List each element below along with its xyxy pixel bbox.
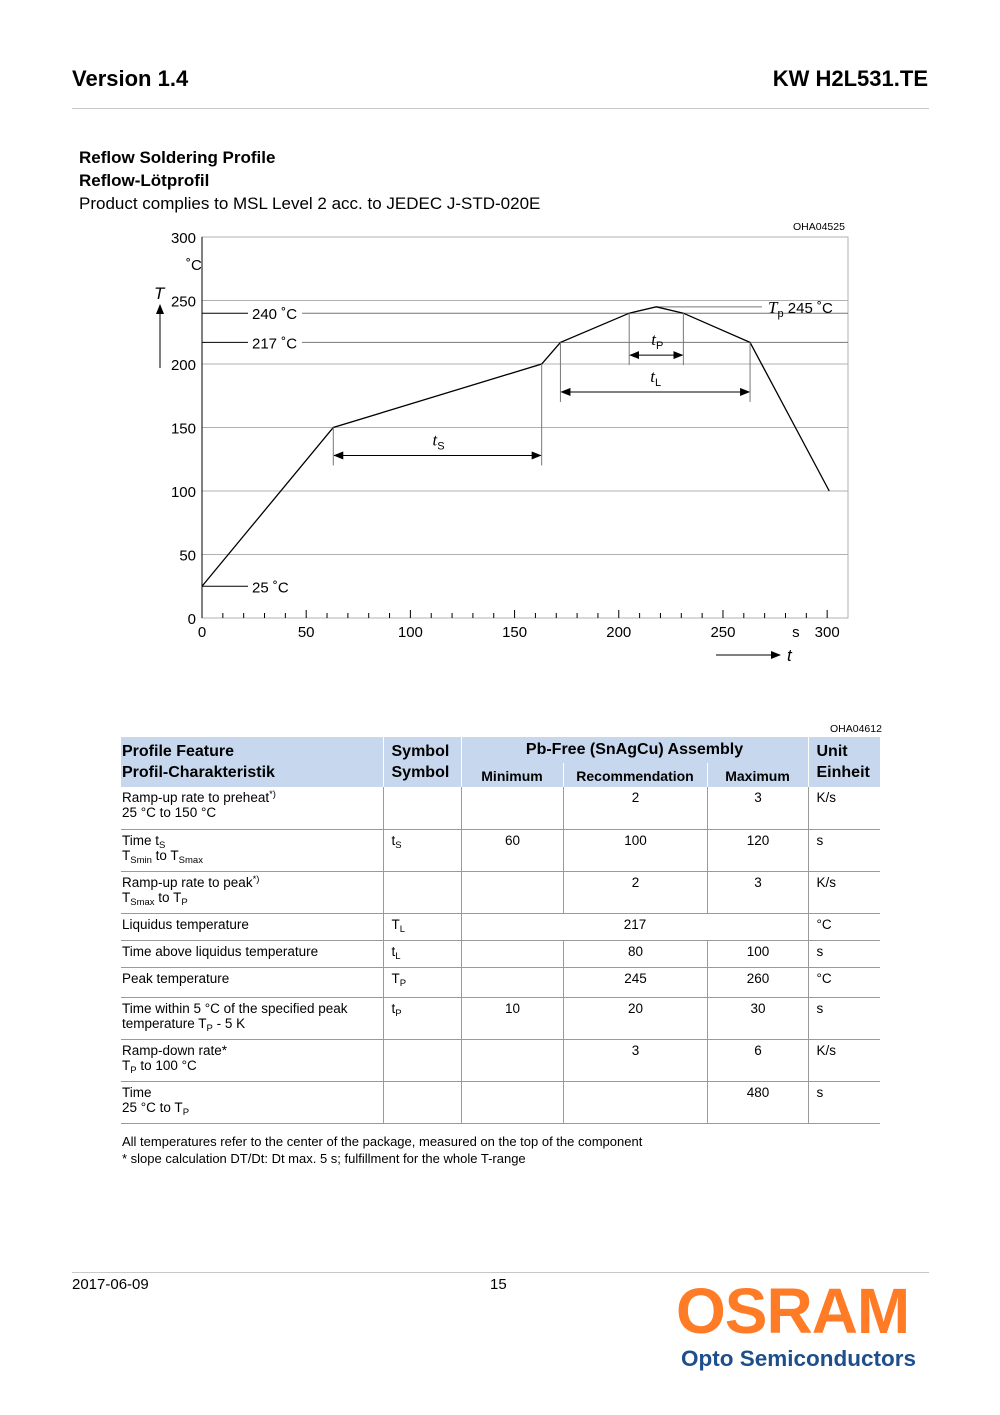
peak-label: $T_p$ 245 ˚C bbox=[768, 297, 833, 320]
cell-feature bbox=[121, 967, 383, 997]
feature-line-2: 25 °C to 150 °C bbox=[122, 805, 217, 820]
osram-logo: OSRAM bbox=[676, 1275, 910, 1347]
cell-feature bbox=[121, 829, 383, 871]
feature-subscript: Smin bbox=[130, 854, 152, 866]
feature-line-2-cont: to T bbox=[154, 889, 182, 905]
section-subtitle: Product complies to MSL Level 2 acc. to JEDEC J-STD-020E bbox=[79, 194, 541, 213]
feature-subscript: Smax bbox=[130, 896, 155, 908]
feature-superscript: *) bbox=[269, 789, 276, 800]
value-max: 100 bbox=[746, 943, 770, 959]
y-tick-label-200: 200 bbox=[170, 357, 196, 374]
x-tick-label-250: 250 bbox=[710, 624, 736, 641]
symbol-text: t bbox=[391, 943, 396, 959]
cell-max bbox=[707, 997, 808, 1039]
cell-rec bbox=[563, 829, 707, 871]
feature-line-1: Ramp-up rate to peak bbox=[122, 874, 253, 890]
feature-line-2: T bbox=[122, 1057, 131, 1073]
header-unit-en: Unit bbox=[816, 743, 848, 760]
y-tick-label-50: 50 bbox=[179, 547, 196, 565]
cell-min bbox=[461, 787, 563, 829]
part-number: KW H2L531.TE bbox=[772, 66, 928, 91]
feature-line-2: T bbox=[122, 889, 131, 905]
feature-line-1: Peak temperature bbox=[122, 970, 230, 986]
table-row bbox=[121, 829, 880, 871]
interval-label-p: $t_P$ bbox=[651, 330, 664, 353]
document-version: Version 1.4 bbox=[72, 66, 189, 91]
y-tick-label-0: 0 bbox=[187, 611, 196, 628]
x-tick-label-150: 150 bbox=[502, 624, 528, 641]
table-row bbox=[121, 871, 880, 913]
footer-divider bbox=[72, 1272, 929, 1273]
cell-unit bbox=[808, 913, 880, 940]
reflow-profile-table bbox=[121, 737, 880, 1124]
symbol-text: t bbox=[391, 832, 396, 848]
feature-line-2: T bbox=[122, 847, 131, 863]
cell-unit bbox=[808, 871, 880, 913]
cell-min bbox=[461, 940, 563, 967]
unit-text: s bbox=[816, 1000, 824, 1016]
feature-line-2-cont: to 100 °C bbox=[136, 1057, 197, 1073]
cell-symbol bbox=[383, 787, 461, 829]
header-symbol-en: Symbol bbox=[391, 743, 450, 760]
x-tick-label-0: 0 bbox=[197, 624, 207, 641]
table-row bbox=[121, 940, 880, 967]
table-row bbox=[121, 787, 880, 829]
header-unit bbox=[808, 737, 880, 787]
cell-rec bbox=[563, 871, 707, 913]
value-rec: 100 bbox=[624, 832, 647, 848]
feature-line-2: 25 °C to T bbox=[122, 1099, 183, 1115]
x-tick-label-50: 50 bbox=[297, 624, 315, 641]
feature-line-1: Time above liquidus temperature bbox=[122, 943, 319, 959]
table-row bbox=[121, 997, 880, 1039]
cell-symbol bbox=[383, 997, 461, 1039]
cell-symbol bbox=[383, 1039, 461, 1081]
feature-line-1: Ramp-up rate to preheat bbox=[122, 790, 270, 805]
y-tick-label-250: 250 bbox=[170, 293, 196, 311]
table-figure-code: OHA04612 bbox=[830, 723, 882, 735]
y-unit-label: ˚C bbox=[186, 257, 202, 274]
value-rec: 20 bbox=[627, 1000, 644, 1016]
footer-date: 2017-06-09 bbox=[72, 1276, 149, 1293]
cell-max bbox=[707, 967, 808, 997]
section-title-en: Reflow Soldering Profile bbox=[79, 148, 276, 167]
x-unit-label: s bbox=[792, 624, 800, 641]
cell-feature bbox=[121, 1039, 383, 1081]
header-recommendation: Recommendation bbox=[563, 763, 707, 787]
cell-unit bbox=[808, 1039, 880, 1081]
header-maximum: Maximum bbox=[707, 763, 808, 787]
cell-unit bbox=[808, 787, 880, 829]
value-rec: 245 bbox=[624, 970, 647, 986]
header-divider bbox=[72, 108, 929, 109]
table-row bbox=[121, 1081, 880, 1123]
brand-tagline: Opto Semiconductors bbox=[681, 1346, 917, 1371]
cell-feature bbox=[121, 913, 383, 940]
cell-min bbox=[461, 997, 563, 1039]
interval-label-l: $t_L$ bbox=[650, 366, 662, 389]
table-row bbox=[121, 1039, 880, 1081]
x-axis-label: t bbox=[787, 646, 792, 665]
cell-rec bbox=[563, 940, 707, 967]
unit-text: K/s bbox=[816, 1042, 837, 1058]
table-note-slope: * slope calculation DT/Dt: Dt max. 5 s; fulfillment for the whole T-range bbox=[122, 1151, 526, 1166]
symbol-text: T bbox=[391, 970, 400, 986]
cell-feature bbox=[121, 787, 383, 829]
unit-text: °C bbox=[816, 916, 832, 932]
symbol-subscript: S bbox=[395, 839, 402, 851]
x-tick-label-200: 200 bbox=[606, 624, 632, 641]
feature-subscript: S bbox=[159, 839, 166, 851]
value-max: 120 bbox=[746, 832, 770, 848]
cell-max bbox=[707, 1081, 808, 1123]
value-max: 6 bbox=[754, 1042, 762, 1058]
header-unit-de: Einheit bbox=[816, 764, 870, 781]
unit-text: °C bbox=[816, 970, 832, 986]
cell-rec bbox=[563, 787, 707, 829]
feature-line-2: temperature T bbox=[122, 1015, 207, 1031]
section-title-de: Reflow-Lötprofil bbox=[79, 171, 210, 190]
merged-value: 217 bbox=[623, 916, 647, 932]
header-pb-free-assembly: Pb-Free (SnAgCu) Assembly bbox=[461, 737, 808, 763]
cell-symbol bbox=[383, 913, 461, 940]
chart-figure-code: OHA04525 bbox=[793, 221, 845, 233]
symbol-text: T bbox=[391, 916, 400, 932]
cell-max bbox=[707, 871, 808, 913]
cell-min bbox=[461, 1039, 563, 1081]
interval-label-s: $t_S$ bbox=[432, 430, 445, 453]
reflow-profile-chart bbox=[150, 222, 870, 672]
cell-symbol bbox=[383, 940, 461, 967]
symbol-subscript: L bbox=[399, 923, 406, 935]
cell-feature bbox=[121, 871, 383, 913]
cell-rec bbox=[563, 1081, 707, 1123]
cell-feature bbox=[121, 940, 383, 967]
symbol-subscript: P bbox=[395, 1007, 402, 1019]
y-tick-label-100: 100 bbox=[170, 484, 196, 501]
feature-subscript: P bbox=[181, 896, 188, 908]
header-feature-en: Profile Feature bbox=[122, 743, 235, 760]
unit-text: s bbox=[816, 832, 824, 848]
y-axis-label: T bbox=[154, 284, 165, 303]
cell-unit bbox=[808, 1081, 880, 1123]
cell-feature bbox=[121, 1081, 383, 1123]
header-minimum: Minimum bbox=[461, 763, 563, 787]
cell-symbol bbox=[383, 829, 461, 871]
header-symbol bbox=[383, 737, 461, 787]
cell-rec bbox=[563, 967, 707, 997]
cell-max bbox=[707, 787, 808, 829]
feature-subscript: P bbox=[206, 1022, 213, 1034]
ref-label-240: 240 ˚C bbox=[252, 306, 298, 324]
cell-symbol bbox=[383, 1081, 461, 1123]
header-feature-de: Profil-Charakteristik bbox=[122, 764, 275, 781]
symbol-text: t bbox=[391, 1000, 396, 1016]
table-row bbox=[121, 967, 880, 997]
x-tick-label-300: 300 bbox=[814, 624, 840, 641]
symbol-subscript: P bbox=[399, 977, 407, 989]
cell-feature bbox=[121, 997, 383, 1039]
cell-symbol bbox=[383, 871, 461, 913]
cell-unit bbox=[808, 940, 880, 967]
page-number: 15 bbox=[490, 1276, 507, 1293]
value-max: 260 bbox=[746, 970, 770, 986]
feature-line-1: Ramp-down rate* bbox=[122, 1042, 228, 1058]
cell-unit bbox=[808, 997, 880, 1039]
cell-min bbox=[461, 829, 563, 871]
cell-max bbox=[707, 940, 808, 967]
feature-line-1: Time bbox=[122, 1084, 152, 1100]
value-max: 30 bbox=[750, 1000, 766, 1016]
symbol-subscript: L bbox=[395, 950, 401, 962]
feature-line-2-cont: to T bbox=[151, 847, 179, 863]
cell-min bbox=[461, 871, 563, 913]
value-max: 3 bbox=[754, 874, 762, 890]
value-rec: 80 bbox=[627, 943, 644, 959]
cell-rec bbox=[563, 997, 707, 1039]
y-tick-label-150: 150 bbox=[170, 420, 196, 438]
feature-line-1: Liquidus temperature bbox=[122, 916, 249, 932]
feature-superscript: *) bbox=[252, 873, 260, 885]
feature-subscript: Smax bbox=[178, 854, 203, 866]
unit-text: s bbox=[816, 943, 824, 959]
feature-subscript: P bbox=[130, 1064, 137, 1076]
table-note-temperatures: All temperatures refer to the center of the package, measured on the top of the component bbox=[122, 1134, 643, 1149]
value-max: 480 bbox=[746, 1084, 770, 1100]
cell-unit bbox=[808, 967, 880, 997]
header-profile-feature bbox=[121, 737, 383, 787]
feature-line-2-cont: - 5 K bbox=[212, 1015, 246, 1031]
cell-max bbox=[707, 1039, 808, 1081]
x-tick-label-100: 100 bbox=[397, 624, 423, 641]
unit-text: K/s bbox=[816, 790, 837, 805]
cell-min bbox=[461, 1081, 563, 1123]
cell-max bbox=[707, 829, 808, 871]
value-rec: 3 bbox=[631, 1042, 640, 1058]
ref-label-217: 217 ˚C bbox=[252, 335, 298, 353]
value-rec: 2 bbox=[631, 790, 640, 805]
cell-min bbox=[461, 967, 563, 997]
value-min: 60 bbox=[504, 832, 521, 848]
cell-rec bbox=[563, 1039, 707, 1081]
feature-line-1: Time within 5 °C of the specified peak bbox=[122, 1000, 348, 1016]
value-max: 3 bbox=[754, 790, 762, 805]
unit-text: s bbox=[816, 1084, 824, 1100]
cell-unit bbox=[808, 829, 880, 871]
unit-text: K/s bbox=[816, 874, 837, 890]
header-symbol-de: Symbol bbox=[391, 764, 450, 781]
y-tick-label-300: 300 bbox=[170, 230, 196, 247]
feature-line-1: Time t bbox=[122, 832, 159, 848]
table-row bbox=[121, 913, 880, 940]
cell-symbol bbox=[383, 967, 461, 997]
feature-subscript: P bbox=[182, 1106, 190, 1118]
value-rec: 2 bbox=[631, 874, 640, 890]
ref-label-25: 25 ˚C bbox=[252, 579, 289, 597]
cell-merged-value bbox=[461, 913, 808, 940]
value-min: 10 bbox=[504, 1000, 521, 1016]
